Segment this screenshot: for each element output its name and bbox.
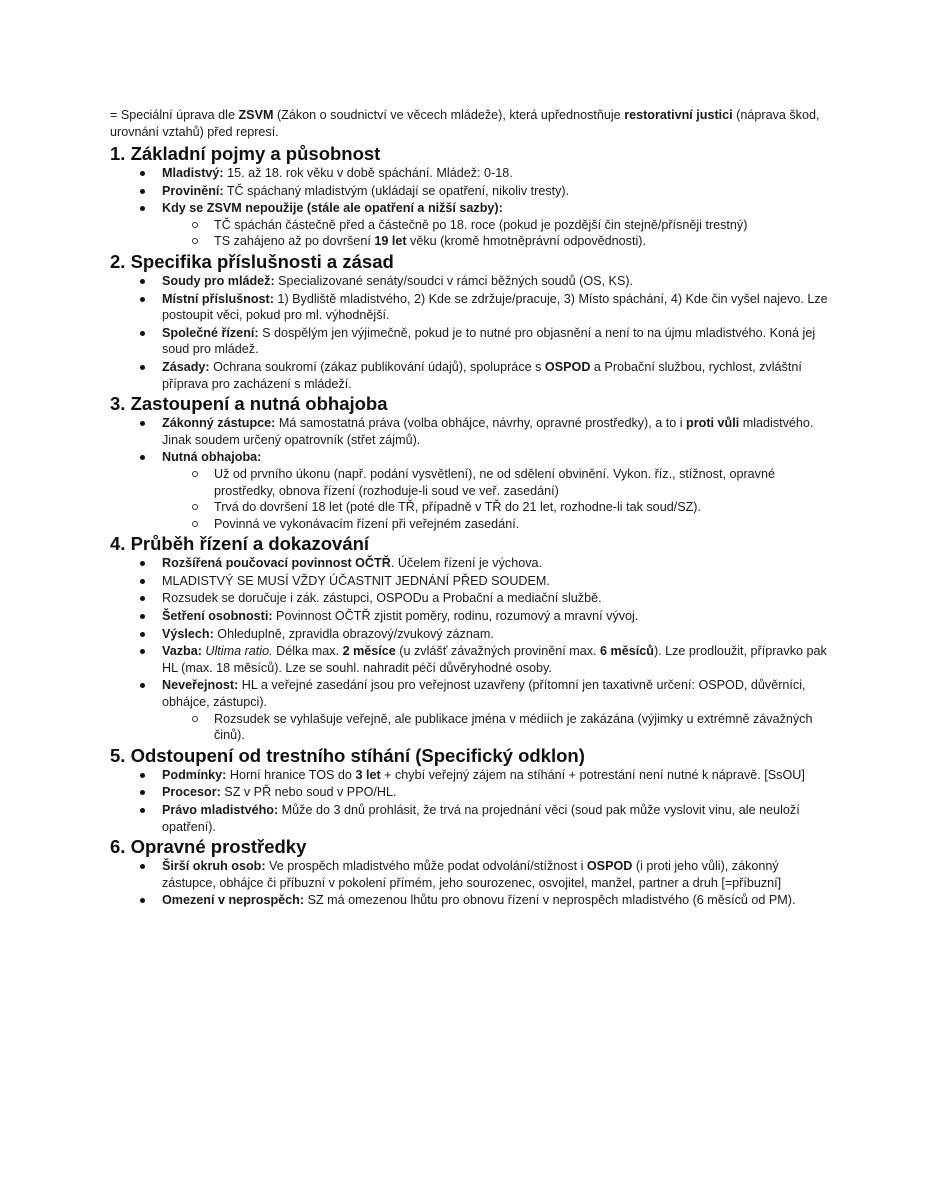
list-item [162, 415, 830, 448]
section-heading-4: 4. Průběh řízení a dokazování [110, 533, 370, 555]
document-page [110, 107, 830, 910]
sub-list-item: Trvá do dovršení 18 let (poté dle TŘ, případně v TŘ do 21 let, rozhodne-li tak soud/SZ). [214, 499, 830, 516]
item-label: Místní příslušnost: [162, 291, 274, 306]
item-italic: Ultima ratio. [205, 644, 273, 659]
section-2-list [110, 273, 830, 392]
section-heading-2: 2. Specifika příslušnosti a zásad [110, 250, 394, 272]
item-text: Délka max. [272, 644, 343, 659]
list-item [162, 626, 830, 643]
item-text: mladistvého. Jinak soudem určený opatrovník (střet zájmů). [162, 416, 814, 447]
item-bold: 3 let [355, 767, 381, 782]
item-label: Šetření osobnosti: [162, 609, 273, 624]
item-text: a Probační službou, rychlost, zvláštní příprava pro zacházení s mládeží. [162, 359, 802, 391]
item-text: ). Lze prodloužit, přípravko pak HL (max. 18 měsíců). Lze se souhl. nahradit péčí důvěryhodné osoby. [162, 644, 827, 675]
list-item [162, 677, 830, 743]
item-label: Společné řízení: [162, 325, 259, 340]
list-item [162, 183, 830, 200]
item-text: + chybí veřejný zájem na stíhání + potrestání není nutné k nápravě. [SsOU] [380, 767, 805, 782]
item-bold: 19 let [374, 234, 407, 249]
sub-list [162, 711, 830, 744]
list-item [162, 555, 830, 572]
item-label: Zákonný zástupce: [162, 416, 276, 431]
item-text: . Účelem řízení je výchova. [390, 556, 543, 571]
list-item [162, 325, 830, 358]
list-item [162, 892, 830, 909]
item-label: Procesor: [162, 785, 221, 800]
item-text: Ve prospěch mladistvého může podat odvolání/stížnost i [265, 859, 587, 874]
item-text: Povinnost OČTŘ zjistit poměry, rodinu, rozumový a mravní vývoj. [272, 609, 639, 624]
list-item: MLADISTVÝ SE MUSÍ VŽDY ÚČASTNIT JEDNÁNÍ PŘED SOUDEM. [162, 573, 830, 590]
item-label: Výslech: [162, 626, 214, 641]
sub-list [162, 466, 830, 532]
section-1-list [110, 165, 830, 250]
item-label: Mladistvý: [162, 166, 224, 180]
list-item [162, 767, 830, 784]
item-text: SZ má omezenou lhůtu pro obnovu řízení v neprospěch mladistvého (6 měsíců od PM). [304, 893, 796, 908]
item-text: TS zahájeno až po dovršení [214, 234, 375, 249]
list-item: Rozsudek se doručuje i zák. zástupci, OSPODu a Probační a mediační službě. [162, 590, 830, 607]
list-item [162, 359, 830, 392]
section-5-list [110, 767, 830, 835]
intro-text: = Speciální úprava dle [110, 108, 239, 122]
item-label: Kdy se ZSVM nepoužije (stále ale opatření a nižší sazby): [162, 201, 503, 216]
item-label: Soudy pro mládež: [162, 273, 275, 288]
item-text: věku (kromě hmotněprávní odpovědnosti). [406, 234, 646, 249]
item-bold: 6 měsíců [600, 644, 654, 659]
item-text: Ohleduplně, zpravidla obrazový/zvukový záznam. [213, 626, 494, 641]
sub-list-item [214, 233, 830, 250]
item-text: TČ spáchaný mladistvým (ukládají se opatření, nikoliv tresty). [223, 183, 570, 198]
item-label: Provinění: [162, 183, 224, 198]
item-label: Nutná obhajoba: [162, 450, 262, 465]
item-bold: OSPOD [586, 859, 633, 874]
section-heading-5: 5. Odstoupení od trestního stíhání (Specifický odklon) [110, 744, 585, 766]
item-text: Má samostatná práva (volba obhájce, návrhy, opravné prostředky), a to i [275, 416, 687, 431]
section-heading-6: 6. Opravné prostředky [110, 836, 307, 858]
item-label: Právo mladistvého: [162, 803, 279, 817]
list-item [162, 165, 830, 182]
item-text: (i proti jeho vůli), zákonný zástupce, obhájce či příbuzní v pokolení přímém, jeho sourozenec, osvojitel, manžel, partner a druh [=příbuzní] [162, 859, 782, 890]
list-item [162, 784, 830, 801]
item-label: Omezení v neprospěch: [162, 893, 305, 908]
item-label: Rozšířená poučovací povinnost OČTŘ [162, 556, 391, 571]
item-label: Zásady: [162, 359, 210, 374]
item-text: Specializované senáty/soudci v rámci běžných soudů (OS, KS). [274, 273, 634, 288]
item-label: Širší okruh osob: [162, 859, 266, 874]
section-heading-3: 3. Zastoupení a nutná obhajoba [110, 393, 388, 415]
list-item [162, 608, 830, 625]
item-bold: 2 měsíce [342, 644, 396, 659]
item-text: 15. až 18. rok věku v době spáchání. Mládež: 0-18. [223, 166, 513, 180]
intro-text: (Zákon o soudnictví ve věcech mládeže), která upřednostňuje [273, 108, 625, 122]
list-item [162, 858, 830, 891]
item-text: Ochrana soukromí (zákaz publikování údajů), spolupráce s [209, 359, 545, 374]
item-text: S dospělým jen výjimečně, pokud je to nutné pro objasnění a není to na újmu mladistvého. Koná jej soud pro mládež. [162, 325, 816, 357]
section-4-list [110, 555, 830, 744]
intro-paragraph [110, 107, 830, 141]
sub-list [162, 217, 830, 250]
section-heading-1: 1. Základní pojmy a působnost [110, 143, 381, 164]
list-item [162, 449, 830, 532]
item-label: Neveřejnost: [162, 678, 239, 693]
section-3-list [110, 415, 830, 532]
item-text: HL a veřejné zasedání jsou pro veřejnost uzavřeny (přítomní jen taxativně určení: OSPOD, důvěrníci, obhájce, zástupci). [162, 678, 806, 710]
item-text: Může do 3 dnů prohlásit, že trvá na projednání věci (soud pak může vyslovit vinu, ale neuloží opatření). [162, 803, 800, 834]
intro-zsvm: ZSVM [238, 108, 274, 122]
item-text: SZ v PŘ nebo soud v PPO/HL. [220, 785, 397, 800]
item-bold: OSPOD [544, 359, 591, 374]
sub-list-item: TČ spáchán částečně před a částečně po 18. roce (pokud je pozdější čin stejně/přísněji trestný) [214, 217, 830, 234]
sub-list-item: Rozsudek se vyhlašuje veřejně, ale publikace jména v médiích je zakázána (výjimky u extrémně závažných činů). [214, 711, 830, 744]
item-label: Podmínky: [162, 767, 227, 782]
item-label: Vazba: [162, 644, 202, 659]
list-item [162, 273, 830, 290]
sub-list-item: Už od prvního úkonu (např. podání vysvětlení), ne od sdělení obvinění. Vykon. říz., stížnost, opravné prostředky, obnova řízení (rozhoduje-li soud ve veř. zasedání) [214, 466, 830, 499]
item-bold: proti vůli [686, 416, 740, 431]
list-item [162, 200, 830, 250]
list-item [162, 643, 830, 676]
list-item [162, 802, 830, 835]
intro-text: (náprava škod, urovnání vztahů) před represí. [110, 108, 820, 139]
sub-list-item: Povinná ve vykonávacím řízení při veřejném zasedání. [214, 516, 830, 533]
item-text: (u zvlášť závažných provinění max. [395, 644, 601, 659]
item-text: 1) Bydliště mladistvého, 2) Kde se zdržuje/pracuje, 3) Místo spáchání, 4) Kde čin vyšel najevo. Lze postoupit věci, pokud pro ml. výhodnější. [162, 291, 828, 323]
list-item [162, 291, 830, 324]
section-6-list [110, 858, 830, 909]
item-text: Horní hranice TOS do [226, 767, 356, 782]
intro-restorative: restorativní justici [624, 108, 733, 122]
